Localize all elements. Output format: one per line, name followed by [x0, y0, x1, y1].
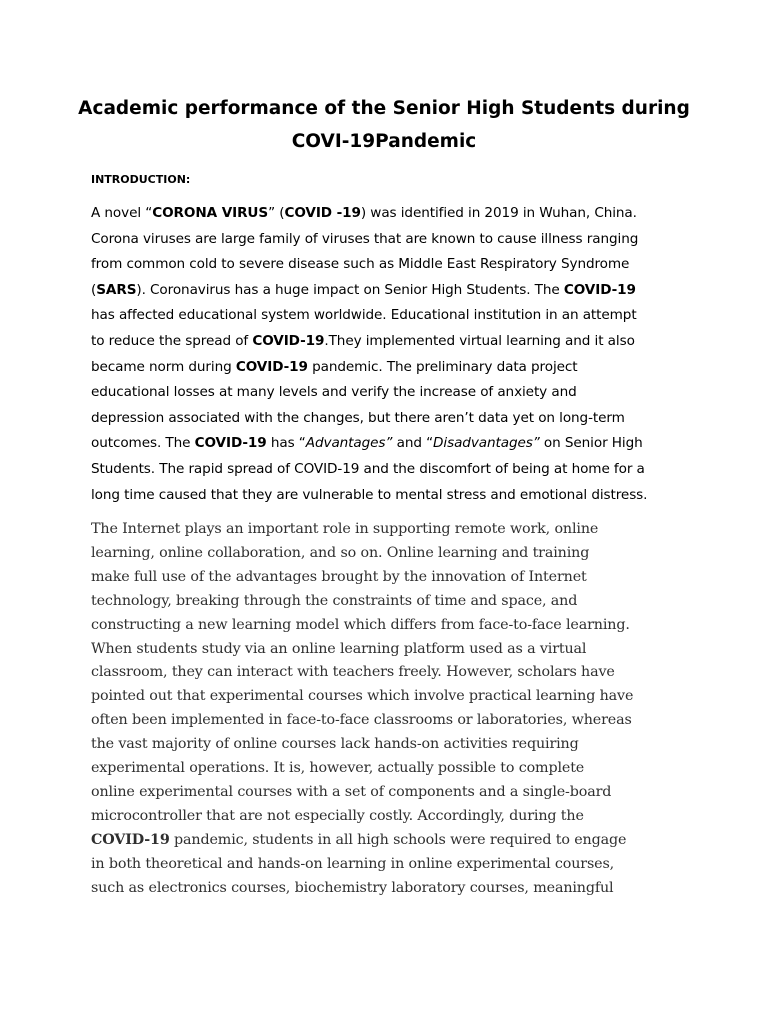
para2-line: learning, online collaboration, and so on. Online learning and training: [91, 544, 590, 561]
para2-line: experimental operations. It is, however, actually possible to complete: [91, 760, 585, 777]
bold-text: COVID-19: [91, 831, 170, 848]
title-line-1: Academic performance of the Senior High Students during: [78, 98, 690, 119]
para1-line: long time caused that they are vulnerable to mental stress and emotional distress.: [91, 486, 648, 503]
text-run: ). Coronavirus has a huge impact on Senior High Students. The: [136, 281, 564, 298]
para2-line: pointed out that experimental courses which involve practical learning have: [91, 688, 634, 705]
para2-line: make full use of the advantages brought by the innovation of Internet: [91, 568, 587, 585]
text-run: has “: [266, 435, 306, 452]
para2-line: [91, 829, 691, 853]
bold-text: COVID -19: [284, 205, 361, 221]
para2-line: constructing a new learning model which differs from face-to-face learning.: [91, 616, 630, 633]
para1-line: [91, 431, 691, 457]
document-title: [60, 92, 708, 158]
bold-text: COVID-19: [252, 332, 325, 349]
para1-line: [91, 201, 691, 227]
text-run: ” (: [268, 205, 285, 221]
text-run: to reduce the spread of: [91, 332, 253, 349]
para2-line: technology, breaking through the constraints of time and space, and: [91, 592, 578, 609]
text-run: A novel “: [91, 205, 153, 221]
para2-line: When students study via an online learning platform used as a virtual: [91, 640, 587, 657]
para2-line: in both theoretical and hands-on learning in online experimental courses,: [91, 855, 615, 872]
title-line-2: COVI-19Pandemic: [291, 131, 477, 152]
para1-line: [91, 278, 691, 304]
text-run: became norm during: [91, 358, 236, 375]
text-run: on Senior High: [539, 435, 643, 452]
bold-text: CORONA VIRUS: [152, 205, 269, 221]
para1-line: educational losses at many levels and verify the increase of anxiety and: [91, 384, 577, 401]
text-run: (: [91, 281, 97, 298]
para2-line: often been implemented in face-to-face classrooms or laboratories, whereas: [91, 712, 632, 729]
para1-line: [91, 355, 691, 381]
bold-text: COVID-19: [235, 358, 308, 375]
para1-line: depression associated with the changes, but there aren’t data yet on long-term: [91, 409, 625, 426]
bold-text: COVID-19: [194, 435, 267, 452]
bold-text: SARS: [96, 281, 137, 298]
para2-line: such as electronics courses, biochemistry laboratory courses, meaningful: [91, 879, 614, 896]
internet-paragraph: [91, 518, 691, 901]
text-run: pandemic, students in all high schools were required to engage: [169, 831, 627, 848]
para1-line: Corona viruses are large family of viruses that are known to cause illness ranging: [91, 230, 639, 247]
text-run: and “: [392, 435, 434, 452]
introduction-paragraph: [91, 201, 691, 508]
bold-text: COVID-19: [563, 281, 636, 298]
para2-line: online experimental courses with a set of components and a single-board: [91, 783, 612, 800]
para1-line: Students. The rapid spread of COVID-19 and the discomfort of being at home for a: [91, 460, 645, 477]
italic-text: Advantages”: [305, 435, 393, 452]
text-run: ) was identified in 2019 in Wuhan, China.: [360, 205, 637, 221]
para1-line: from common cold to severe disease such as Middle East Respiratory Syndrome: [91, 256, 630, 273]
para2-line: microcontroller that are not especially costly. Accordingly, during the: [91, 807, 584, 824]
introduction-heading: INTRODUCTION:: [91, 173, 191, 186]
text-run: pandemic. The preliminary data project: [307, 358, 578, 375]
para2-line: classroom, they can interact with teachers freely. However, scholars have: [91, 664, 615, 681]
para2-line: the vast majority of online courses lack hands-on activities requiring: [91, 736, 579, 753]
para2-line: The Internet plays an important role in supporting remote work, online: [91, 521, 599, 537]
text-run: .They implemented virtual learning and it also: [324, 332, 635, 349]
italic-text: Disadvantages”: [433, 435, 540, 452]
text-run: outcomes. The: [91, 435, 195, 452]
para1-line: has affected educational system worldwide. Educational institution in an attempt: [91, 307, 637, 324]
para1-line: [91, 329, 691, 355]
